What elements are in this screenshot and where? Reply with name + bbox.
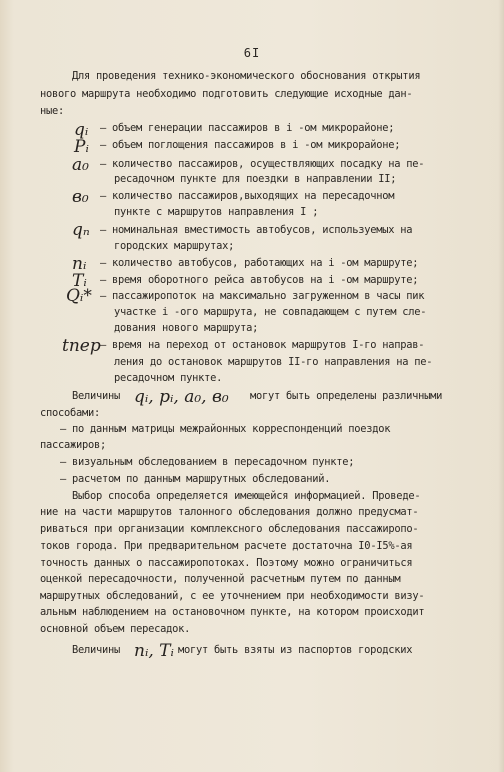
text-line: дования нового маршрута; [114, 322, 259, 334]
text-line: ные: [40, 105, 65, 117]
text-line: риваться при организации комплексного обследования пассажиропо- [40, 523, 419, 535]
text-line: нового маршрута необходимо подготовить следующие исходные дан- [40, 88, 413, 100]
text-line: – объем генерации пассажиров в i -ом микрорайоне; [100, 122, 395, 134]
text-line: ресадочном пункте для поездки в направлении II; [114, 173, 397, 185]
math-symbol: nᵢ, Tᵢ [134, 641, 174, 661]
text-line: – расчетом по данным маршрутных обследований. [60, 473, 331, 485]
text-line: – время на переход от остановок маршрутов I-го направ- [100, 339, 425, 351]
math-symbol: qₙ [72, 220, 90, 240]
page-edge-shadow [498, 0, 504, 772]
math-symbol: Tᵢ [72, 271, 87, 291]
math-symbol: a₀ [72, 155, 89, 175]
text-line: токов города. При предварительном расчете достаточна I0-I5%-ая [40, 540, 413, 552]
text-line: Величины [72, 644, 121, 656]
text-line: – количество пассажиров,выходящих на пересадочном [100, 190, 395, 202]
text-line: пункте с маршрутов направления I ; [114, 206, 319, 218]
text-line: – пассажиропоток на максимально загруженном в часы пик [100, 290, 425, 302]
text-line: способами: [40, 407, 101, 419]
text-line: – визуальным обследованием в пересадочном пункте; [60, 456, 355, 468]
math-symbol: qᵢ, pᵢ, a₀, в₀ [134, 387, 229, 407]
text-line: участке i -ого маршрута, не совпадающем с путем сле- [114, 306, 427, 318]
text-line: Выбор способа определяется имеющейся информацией. Проведе- [72, 490, 421, 502]
text-line: маршрутных обследований, с ее уточнением при необходимости визу- [40, 590, 425, 602]
text-line: городских маршрутах; [114, 240, 235, 252]
text-line: – по данным матрицы межрайонных корреспонденций поездок [60, 423, 391, 435]
math-symbol: nᵢ [72, 254, 87, 274]
text-line: основной объем пересадок. [40, 623, 191, 635]
text-line: пассажиров; [40, 439, 107, 451]
text-line: Для проведения технико-экономического обоснования открытия [72, 70, 421, 82]
text-line: – номинальная вместимость автобусов, используемых на [100, 224, 413, 236]
text-line: могут быть взяты из паспортов городских [178, 644, 413, 656]
math-symbol: Pᵢ [74, 137, 89, 157]
text-line: точность данных о пассажиропотоках. Поэтому можно ограничиться [40, 557, 413, 569]
text-line: могут быть определены различными [250, 390, 443, 402]
text-line: ресадочном пункте. [114, 372, 223, 384]
math-symbol: в₀ [72, 187, 89, 207]
text-line: – количество автобусов, работающих на i -ом маршруте; [100, 257, 419, 269]
text-line: Величины [72, 390, 121, 402]
page-number: 6I [243, 46, 261, 60]
text-line: ления до остановок маршрутов II-го направления на пе- [114, 356, 433, 368]
text-line: альным наблюдением на остановочном пункте, на котором происходит [40, 606, 425, 618]
math-symbol: Qᵢ* [66, 286, 92, 306]
math-symbol: qᵢ [74, 120, 89, 140]
text-line: – объем поглощения пассажиров в i -ом микрорайоне; [100, 139, 401, 151]
text-line: – количество пассажиров, осуществляющих посадку на пе- [100, 158, 425, 170]
text-line: – время оборотного рейса автобусов на i -ом маршруте; [100, 274, 419, 286]
text-line: ние на части маршрутов талонного обследования должно предусмат- [40, 506, 419, 518]
text-line: оценкой пересадочности, полученной расчетным путем по данным [40, 573, 401, 585]
math-symbol: tпер [62, 336, 101, 356]
